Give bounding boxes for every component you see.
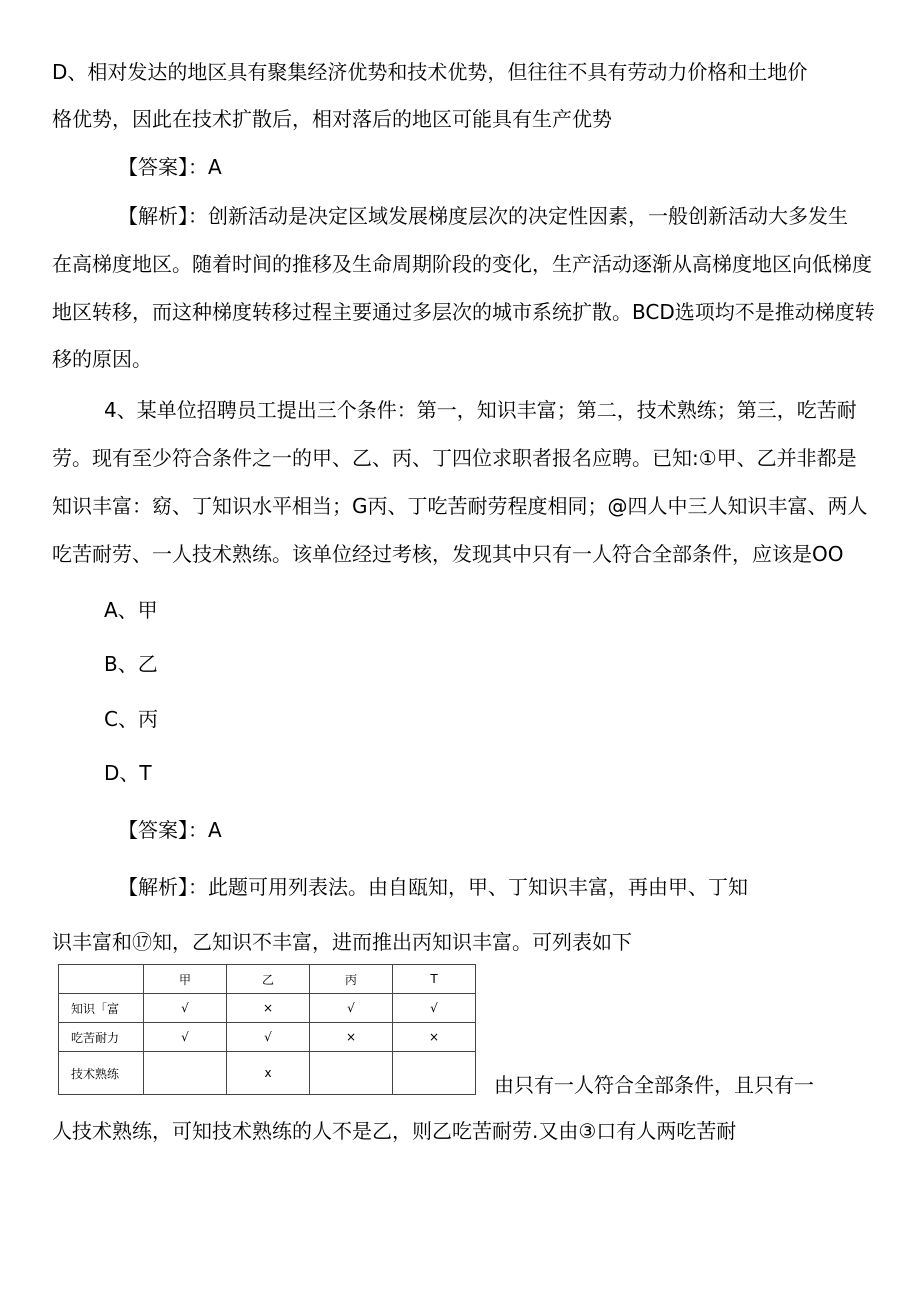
analysis-prev-line-3: 地区转移，而这种梯度转移过程主要通过多层次的城市系统扩散。BCD选项均不是推动梯度转 [52,300,875,324]
question-4-line-3: 知识丰富：窈、丁知识水平相当；G丙、丁吃苦耐劳程度相同；@四人中三人知识丰富、两人 [52,494,868,518]
table-cell: √ [393,994,476,1023]
table-cell: √ [144,994,227,1023]
table-row-label: 技术熟练 [59,1052,144,1095]
table-row-label: 吃苦耐力 [59,1023,144,1052]
table-cell: × [393,1023,476,1052]
continuation-line-1: 由只有一人符合全部条件，且只有一 [494,1073,814,1097]
table-row-label: 知识「富 [59,994,144,1023]
answer-4: 【答案】：A [118,818,222,842]
table-cell: x [227,1052,310,1095]
table-corner-cell [59,965,144,994]
option-d-line-1: D、相对发达的地区具有聚集经济优势和技术优势，但往往不具有劳动力价格和土地价 [52,60,808,84]
table-row [59,1023,476,1052]
continuation-line-2: 人技术熟练，可知技术熟练的人不是乙，则乙吃苦耐劳.又由③口有人两吃苦耐 [52,1119,737,1143]
analysis-prev-line-1: 【解析】：创新活动是决定区域发展梯度层次的决定性因素，一般创新活动大多发生 [118,204,848,228]
option-b: B、乙 [104,652,158,676]
table-header-row [59,965,476,994]
table-cell: × [310,1023,393,1052]
question-4-line-2: 劳。现有至少符合条件之一的甲、乙、丙、丁四位求职者报名应聘。已知:①甲、乙并非都是 [52,446,857,470]
table-cell: √ [144,1023,227,1052]
table-cell [144,1052,227,1095]
table-header-cell: 丙 [310,965,393,994]
table-header-cell: 甲 [144,965,227,994]
table-cell [310,1052,393,1095]
table-cell: × [227,994,310,1023]
table-header-cell: T [393,965,476,994]
analysis-prev-line-4: 移的原因。 [52,347,152,371]
option-d: D、T [104,761,152,785]
table-cell [393,1052,476,1095]
analysis-4-line-2: 识丰富和⑰知，乙知识不丰富，进而推出丙知识丰富。可列表如下 [52,930,632,954]
knowledge-table [58,964,476,1095]
table-header-cell: 乙 [227,965,310,994]
option-a: A、甲 [104,598,158,622]
question-4-line-1: 4、某单位招聘员工提出三个条件：第一，知识丰富；第二，技术熟练；第三，吃苦耐 [104,398,857,422]
table-row [59,994,476,1023]
option-d-line-2: 格优势，因此在技术扩散后，相对落后的地区可能具有生产优势 [52,107,612,131]
table-cell: √ [310,994,393,1023]
analysis-4-line-1: 【解析】：此题可用列表法。由自瓯知，甲、丁知识丰富，再由甲、丁知 [118,875,748,899]
question-4-line-4: 吃苦耐劳、一人技术熟练。该单位经过考核，发现其中只有一人符合全部条件，应该是OO [52,542,844,566]
table-cell: √ [227,1023,310,1052]
table-row [59,1052,476,1095]
answer-prev: 【答案】：A [118,155,222,179]
analysis-prev-line-2: 在高梯度地区。随着时间的推移及生命周期阶段的变化，生产活动逐渐从高梯度地区向低梯度 [52,252,872,276]
option-c: C、丙 [104,707,158,731]
